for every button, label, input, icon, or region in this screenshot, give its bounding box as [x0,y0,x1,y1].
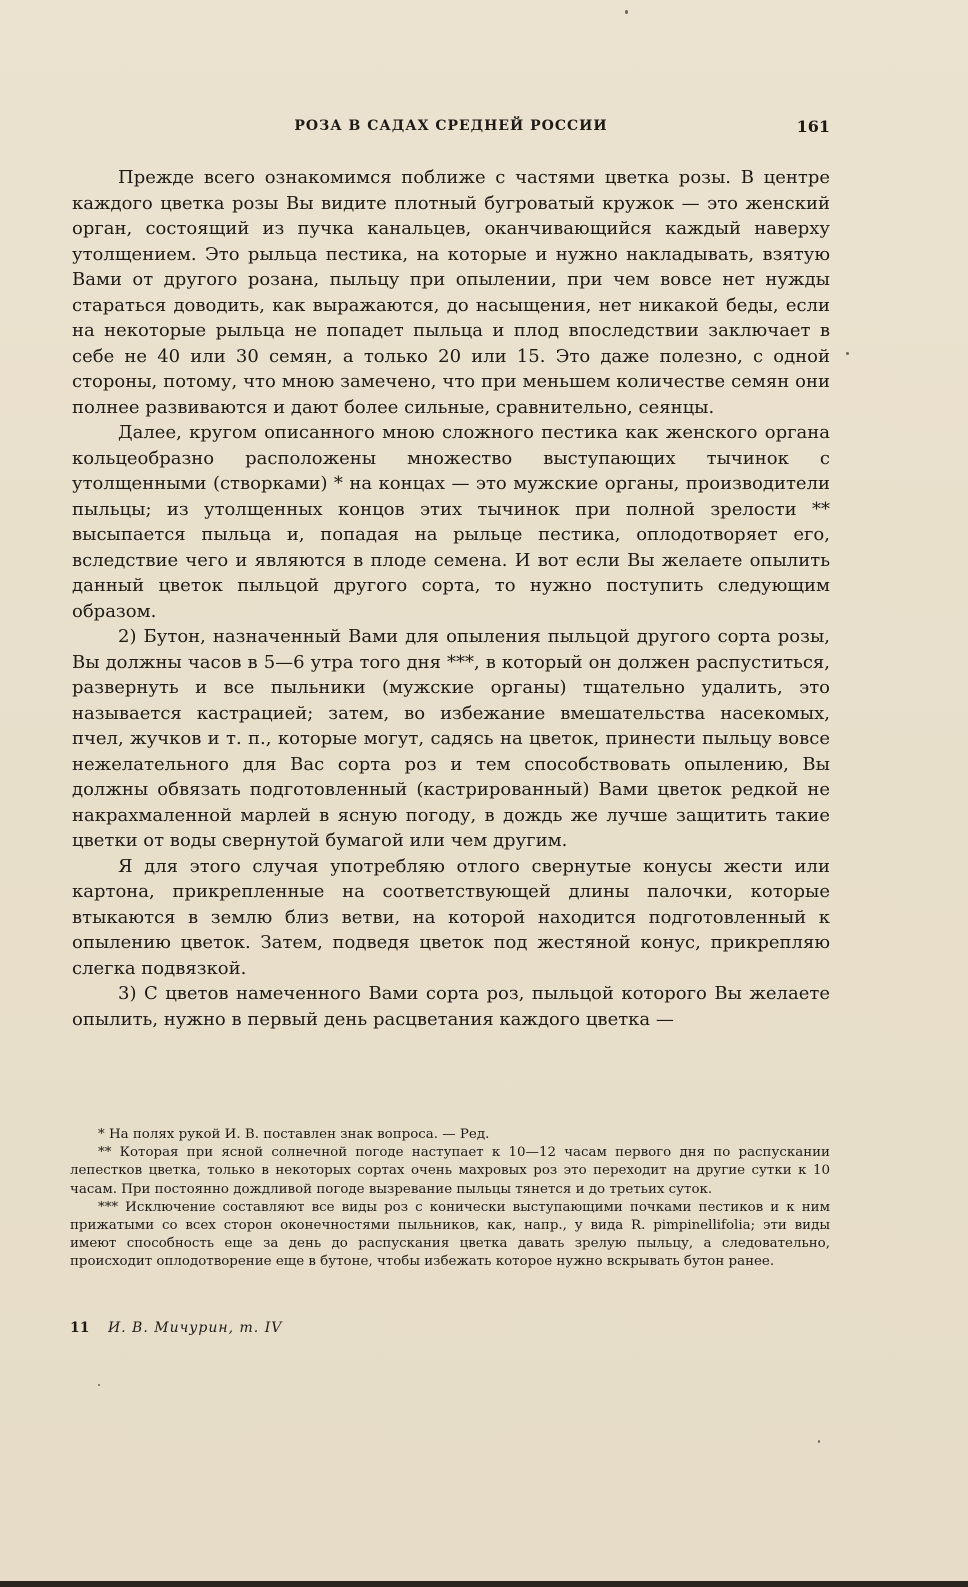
paper-speck [98,1384,100,1386]
paper-speck [818,1440,820,1443]
running-title: РОЗА В САДАХ СРЕДНЕЙ РОССИИ [294,118,608,134]
paragraph: 3) С цветов намеченного Вами сорта роз, пыльцой которого Вы желаете опылить, нужно в первый день расцветания каждого цветка — [72,983,830,1030]
paragraph: Я для этого случая употребляю отлого свернутые конусы жести или картона, прикрепленные на соответствующей длины палочки, которые втыкаются в землю близ ветви, на которой находится подготовленный к опылению цветок. Затем, подведя цветок под жестяной конус, прикрепляю слегка подвязкой. [72,855,830,979]
footnotes [70,1126,830,1272]
footnote: * На полях рукой И. В. поставлен знак вопроса. — Ред. [98,1127,490,1142]
footnote: *** Исключение составляют все виды роз с конически выступающими почками пестиков и к ним прижатыми со всех сторон оконечностями пыльников, как, напр., у вида R. pimpinellifolia; эти виды имеют способность еще за день до распускания цветка давать зрелую пыльцу, а следовательно, происходит оплодотворение еще в бутоне, чтобы избежать которое нужно вскрывать бутон ранее. [70,1199,830,1270]
paragraph: Прежде всего ознакомимся поближе с частями цветка розы. В центре каждого цветка розы Вы видите плотный бугроватый кружок — это женский орган, состоящий из пучка канальцев, оканчивающийся каждый наверху утолщением. Это рыльца пестика, на которые и нужно накладывать, взятую Вами от другого розана, пыльцу при опылении, при чем вовсе нет нужды стараться доводить, как выражаются, до насыщения, нет никакой беды, если на некоторые рыльца не попадет пыльца и плод впоследствии заключает в себе не 40 или 30 семян, а только 20 или 15. Это даже полезно, с одной стороны, потому, что мною замечено, что при меньшем количестве семян они полнее развиваются и дают более сильные, сравнительно, сеянцы. [72,167,830,418]
footnote: ** Которая при ясной солнечной погоде наступает к 10—12 часам первого дня по распускании лепестков цветка, только в некоторых сортах очень махровых роз это переходит на другие сутки к 10 часам. При постоянно дождливой погоде вызревание пыльцы тянется и до третьих суток. [70,1145,830,1197]
paper-speck [625,10,628,14]
page-header [72,118,830,142]
signature-author: И. В. Мичурин, т. IV [107,1320,283,1336]
paragraph: 2) Бутон, назначенный Вами для опыления пыльцой другого сорта розы, Вы должны часов в 5—6 утра того дня ***, в который он должен распуститься, развернуть и все пыльники (мужские органы) тщательно удалить, это называется кастрацией; затем, во избежание вмешательства насекомых, пчел, жучков и т. п., которые могут, садясь на цветок, принести пыльцу вовсе нежелательного для Вас сорта роз и тем способствовать опылению, Вы должны обвязать подготовленный (кастрированный) Вами цветок редкой не накрахмаленной марлей в ясную погоду, в дождь же лучше защитить такие цветки от воды свернутой бумагой или чем другим. [72,626,830,851]
paper-speck [846,352,849,355]
sheet-number: 11 [70,1320,90,1336]
page-bottom-edge [0,1581,968,1587]
paragraph: Далее, кругом описанного мною сложного пестика как женского органа кольцеобразно расположены множество выступающих тычинок с утолщенными (створками) * на концах — это мужские органы, производители пыльцы; из утолщенных концов этих тычинок при полной зрелости ** высыпается пыльца и, попадая на рыльце пестика, оплодотворяет его, вследствие чего и являются в плоде семена. И вот если Вы желаете опылить данный цветок пыльцой другого сорта, то нужно поступить следующим образом. [72,422,830,622]
page-number: 161 [796,117,830,136]
printer-signature [70,1320,282,1336]
main-text [72,165,830,1032]
